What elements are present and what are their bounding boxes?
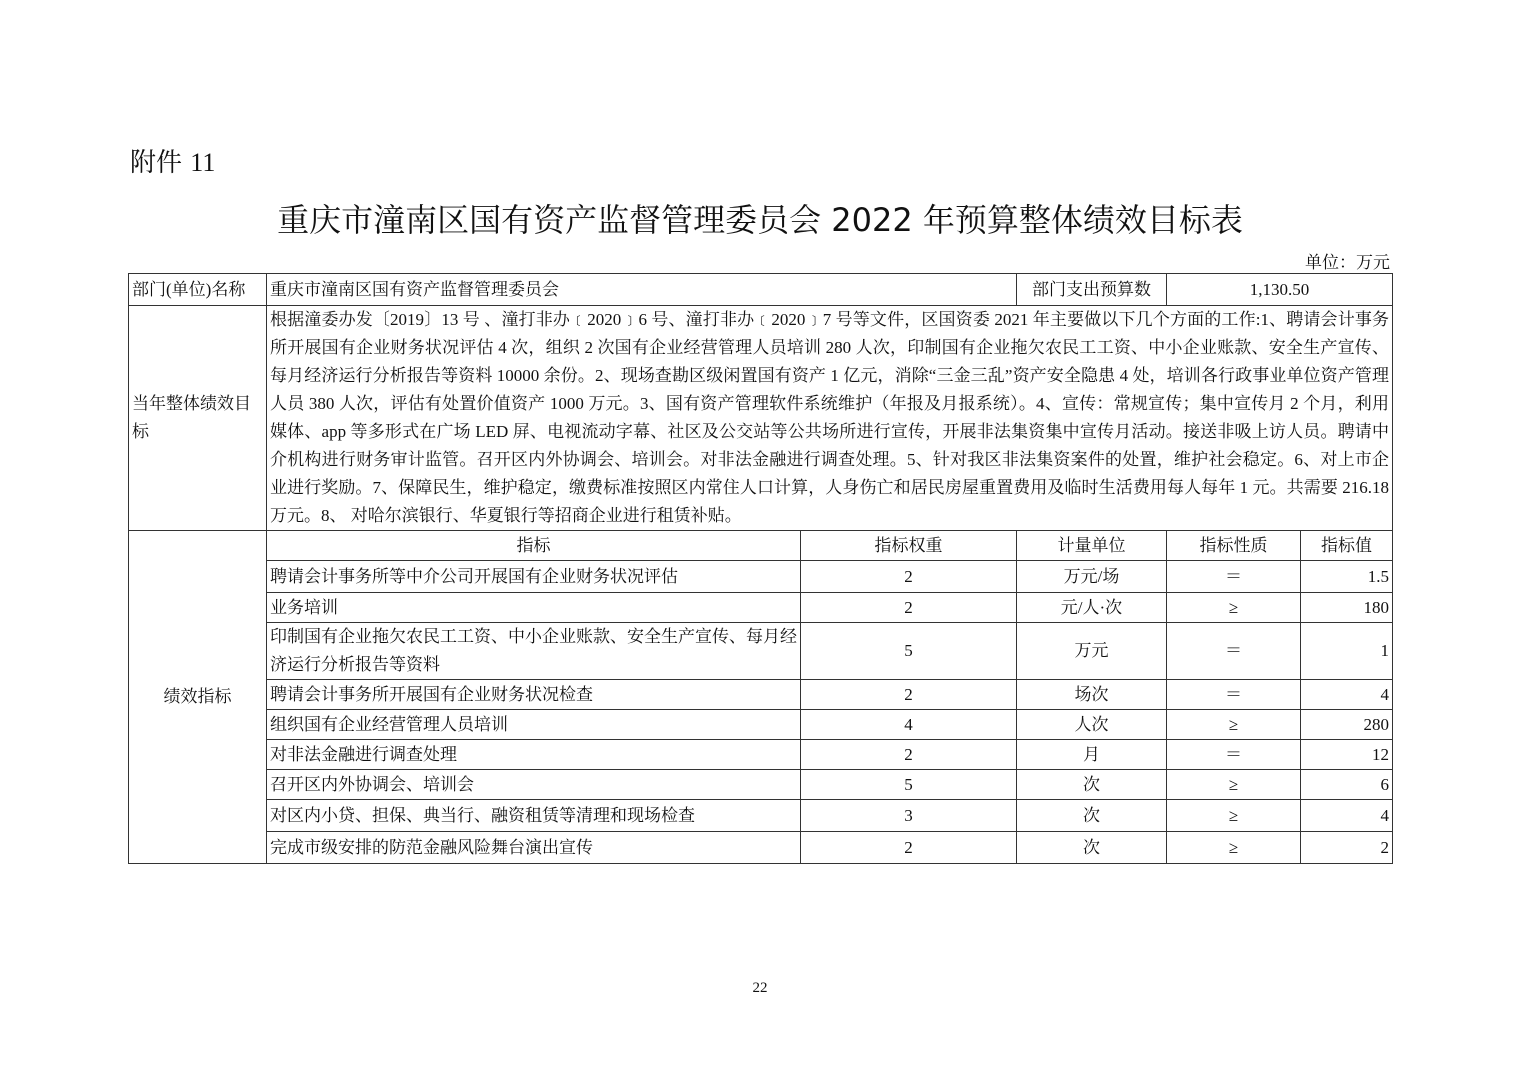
unit-cell: 万元/场 [1017, 561, 1167, 593]
column-header-value: 指标值 [1301, 531, 1393, 561]
document-title: 重庆市潼南区国有资产监督管理委员会 2022 年预算整体绩效目标表 [277, 201, 1243, 239]
column-header-nature: 指标性质 [1167, 531, 1301, 561]
column-header-indicator: 指标 [267, 531, 801, 561]
nature-cell: ≥ [1167, 832, 1301, 864]
indicator-cell: 聘请会计事务所等中介公司开展国有企业财务状况评估 [267, 561, 801, 593]
page-number: 22 [752, 980, 768, 996]
indicator-cell: 业务培训 [267, 593, 801, 623]
budget-value: 1,130.50 [1167, 274, 1393, 306]
budget-label: 部门支出预算数 [1017, 274, 1167, 306]
unit-cell: 月 [1017, 740, 1167, 770]
indicator-cell: 完成市级安排的防范金融风险舞台演出宣传 [267, 832, 801, 864]
dept-row [129, 274, 1393, 306]
unit-cell: 次 [1017, 832, 1167, 864]
weight-cell: 5 [801, 623, 1017, 680]
value-cell: 12 [1301, 740, 1393, 770]
value-cell: 1 [1301, 623, 1393, 680]
attachment-label [130, 142, 215, 179]
table-row [129, 710, 1393, 740]
nature-cell: ＝ [1167, 740, 1301, 770]
dept-name-value: 重庆市潼南区国有资产监督管理委员会 [267, 274, 1017, 306]
nature-cell: ≥ [1167, 710, 1301, 740]
nature-cell: ＝ [1167, 623, 1301, 680]
indicator-cell: 对非法金融进行调查处理 [267, 740, 801, 770]
attachment-prefix: 附件 [130, 148, 183, 178]
column-header-unit: 计量单位 [1017, 531, 1167, 561]
table-row [129, 593, 1393, 623]
annual-goal-label: 当年整体绩效目标 [129, 306, 267, 531]
indicator-cell: 聘请会计事务所开展国有企业财务状况检查 [267, 680, 801, 710]
weight-cell: 2 [801, 561, 1017, 593]
weight-cell: 3 [801, 800, 1017, 832]
nature-cell: ≥ [1167, 800, 1301, 832]
performance-target-table [128, 273, 1393, 864]
unit-cell: 元/人·次 [1017, 593, 1167, 623]
weight-cell: 2 [801, 593, 1017, 623]
weight-cell: 2 [801, 680, 1017, 710]
indicator-cell: 组织国有企业经营管理人员培训 [267, 710, 801, 740]
column-header-weight: 指标权重 [801, 531, 1017, 561]
nature-cell: ≥ [1167, 593, 1301, 623]
unit-cell: 人次 [1017, 710, 1167, 740]
performance-label: 绩效指标 [129, 531, 267, 864]
unit-cell: 万元 [1017, 623, 1167, 680]
weight-cell: 2 [801, 740, 1017, 770]
weight-cell: 5 [801, 770, 1017, 800]
table-row [129, 770, 1393, 800]
value-cell: 4 [1301, 680, 1393, 710]
table-row [129, 832, 1393, 864]
performance-header-row [129, 531, 1393, 561]
annual-goal-text: 根据潼委办发〔2019〕13 号 、潼打非办﹝2020﹞6 号、潼打非办﹝2020﹞7 号等文件，区国资委 2021 年主要做以下几个方面的工作:1、聘请会计事务所开展国有企业财务状况评估 4 次，组织 2 次国有企业经营管理人员培训 280 人次，印制国有企业拖欠农民工工资、中小企业账款、安全生产宣传、每月经济运行分析报告等资料 10000 余份。2、现场查勘区级闲置国有资产 1 亿元，消除“三金三乱”资产安全隐患 4 处，培训各行政事业单位资产管理人员 380 人次，评估有处置价值资产 1000 万元。3、国有资产管理软件系统维护（年报及月报系统）。4、宣传：常规宣传；集中宣传月 2 个月，利用媒体、app 等多形式在广场 LED 屏、电视流动字幕、社区及公交站等公共场所进行宣传，开展非法集资集中宣传月活动。接送非吸上访人员。聘请中介机构进行财务审计监管。召开区内外协调会、培训会。对非法金融进行调查处理。5、针对我区非法集资案件的处置，维护社会稳定。6、对上市企业进行奖励。7、保障民生，维护稳定，缴费标准按照区内常住人口计算，人身伤亡和居民房屋重置费用及临时生活费用每人每年 1 元。共需要 216.18 万元。8、 对哈尔滨银行、华夏银行等招商企业进行租赁补贴。 [267, 306, 1393, 531]
indicator-cell: 对区内小贷、担保、典当行、融资租赁等清理和现场检查 [267, 800, 801, 832]
table-row [129, 561, 1393, 593]
indicator-cell: 印制国有企业拖欠农民工工资、中小企业账款、安全生产宣传、每月经济运行分析报告等资料 [267, 623, 801, 680]
table-row [129, 680, 1393, 710]
value-cell: 2 [1301, 832, 1393, 864]
attachment-number: 11 [190, 148, 216, 177]
nature-cell: ＝ [1167, 680, 1301, 710]
value-cell: 6 [1301, 770, 1393, 800]
indicator-cell: 召开区内外协调会、培训会 [267, 770, 801, 800]
value-cell: 280 [1301, 710, 1393, 740]
unit-cell: 次 [1017, 770, 1167, 800]
annual-goal-row [129, 306, 1393, 531]
value-cell: 180 [1301, 593, 1393, 623]
weight-cell: 4 [801, 710, 1017, 740]
value-cell: 4 [1301, 800, 1393, 832]
unit-cell: 场次 [1017, 680, 1167, 710]
unit-label: 单位：万元 [1305, 253, 1390, 272]
weight-cell: 2 [801, 832, 1017, 864]
table-row [129, 740, 1393, 770]
dept-name-label: 部门(单位)名称 [129, 274, 267, 306]
unit-cell: 次 [1017, 800, 1167, 832]
nature-cell: ≥ [1167, 770, 1301, 800]
table-row [129, 800, 1393, 832]
value-cell: 1.5 [1301, 561, 1393, 593]
nature-cell: ＝ [1167, 561, 1301, 593]
table-row [129, 623, 1393, 680]
